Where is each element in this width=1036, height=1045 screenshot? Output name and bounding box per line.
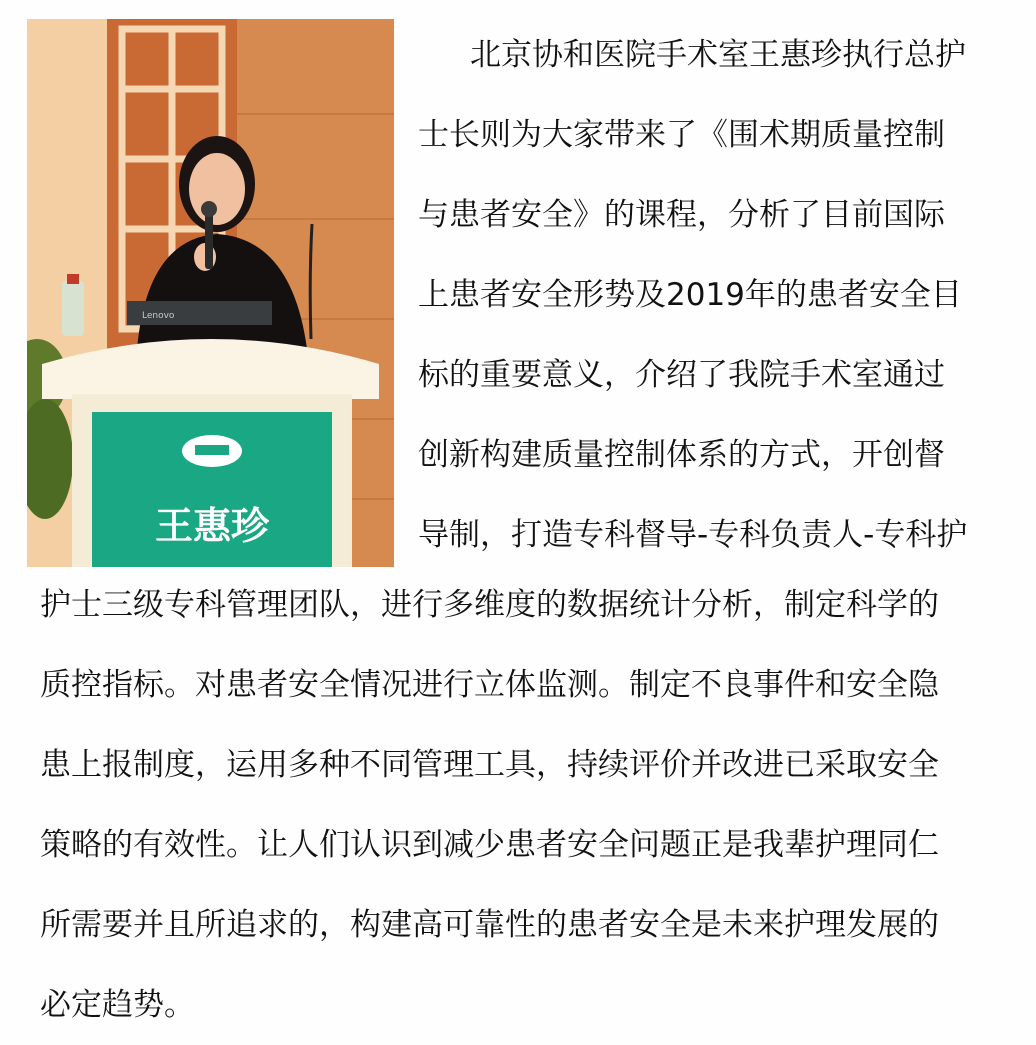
article-line-9: 质控指标。对患者安全情况进行立体监测。制定不良事件和安全隐 — [40, 667, 939, 703]
article-line-5: 标的重要意义，介绍了我院手术室通过 — [418, 357, 945, 393]
article-line-11: 策略的有效性。让人们认识到减少患者安全问题正是我辈护理同仁 — [40, 827, 939, 863]
laptop-brand-label: Lenovo — [142, 311, 175, 321]
article-line-13: 必定趋势。 — [40, 987, 195, 1023]
article-line-4: 上患者安全形势及2019年的患者安全目 — [418, 277, 962, 313]
article-line-2: 士长则为大家带来了《围术期质量控制 — [418, 117, 945, 153]
article-line-1: 北京协和医院手术室王惠珍执行总护 — [470, 37, 966, 73]
article-line-7: 导制，打造专科督导-专科负责人-专科护 — [418, 517, 968, 553]
article-line-3: 与患者安全》的课程，分析了目前国际 — [418, 197, 945, 233]
speaker-photo — [27, 19, 394, 567]
podium-name-label: 王惠珍 — [154, 504, 270, 548]
article-line-6: 创新构建质量控制体系的方式，开创督 — [418, 437, 945, 473]
article-line-8: 护士三级专科管理团队，进行多维度的数据统计分析，制定科学的 — [40, 587, 939, 623]
article-line-10: 患上报制度，运用多种不同管理工具，持续评价并改进已采取安全 — [40, 747, 939, 783]
speaker-at-podium-icon — [27, 19, 394, 567]
article-line-12: 所需要并且所追求的，构建高可靠性的患者安全是未来护理发展的 — [40, 907, 939, 943]
